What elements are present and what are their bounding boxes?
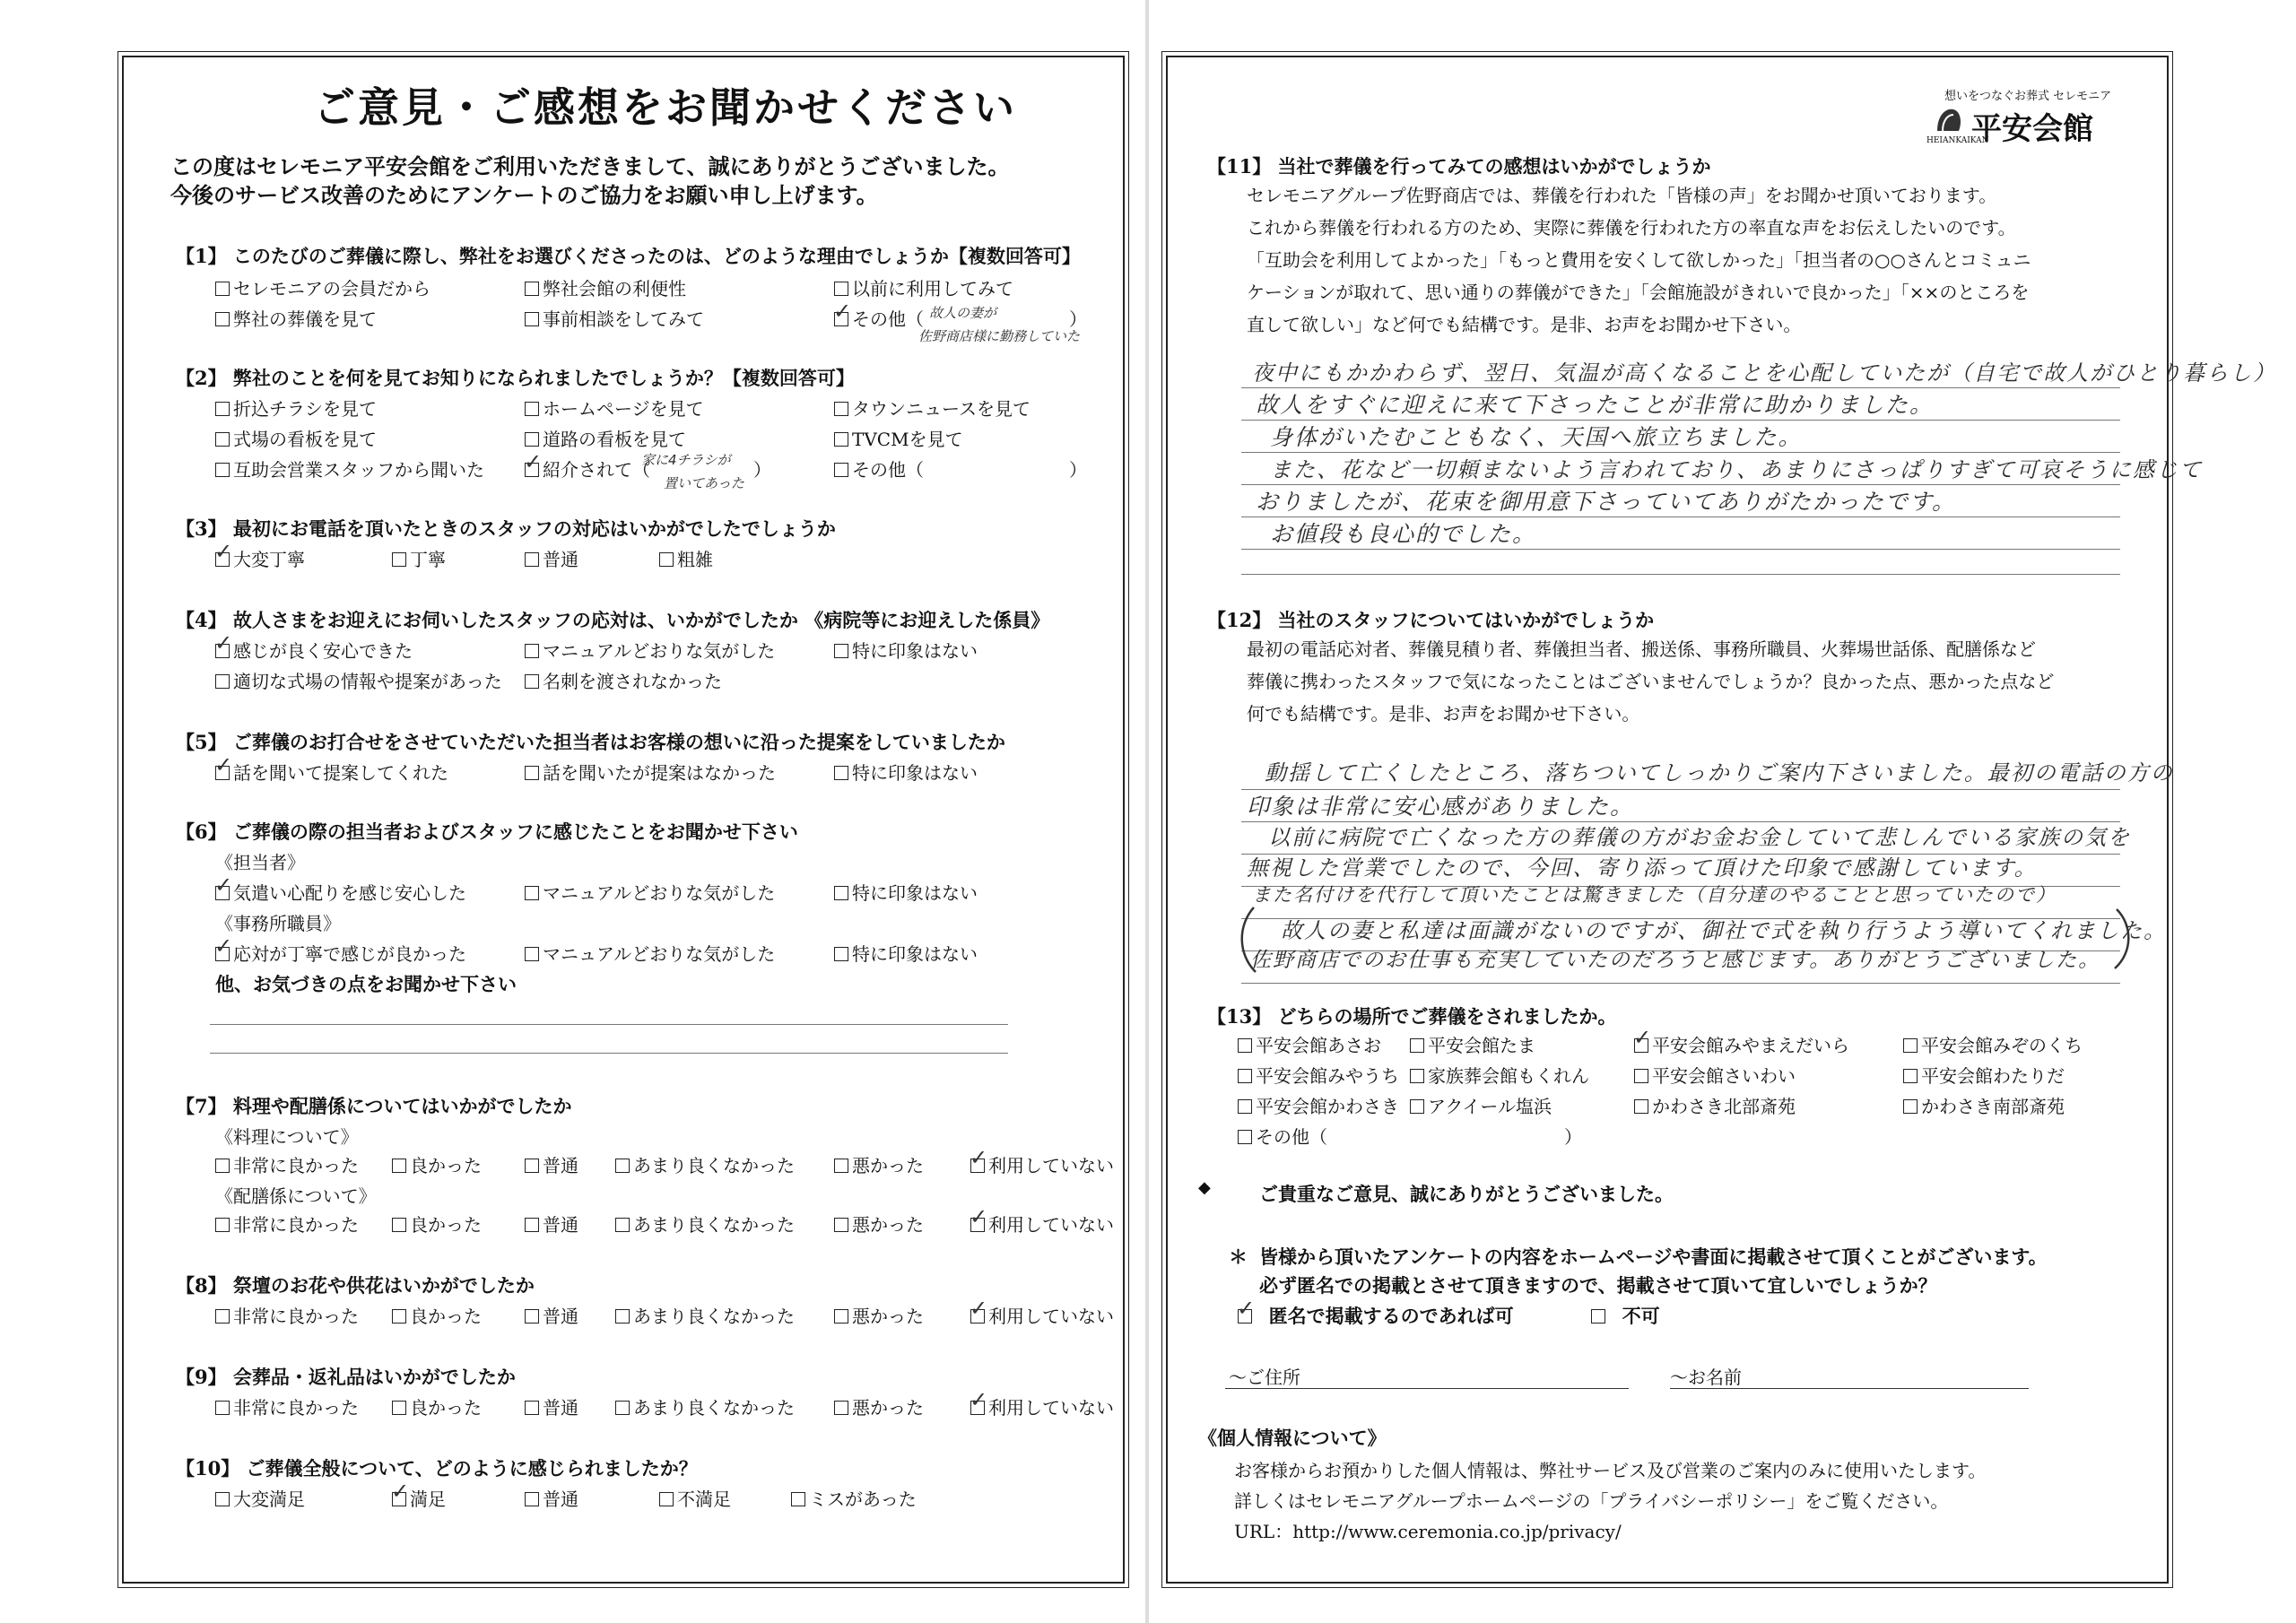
q3-opt-normal[interactable]: 普通 <box>525 545 578 571</box>
asterisk-icon: ＊ <box>1229 1245 1248 1268</box>
checkbox-checked[interactable] <box>970 1401 985 1415</box>
q7-server-opt-5[interactable]: 悪かった <box>834 1211 924 1237</box>
q1-opt-used-before[interactable]: 以前に利用してみて <box>834 274 1013 300</box>
logo-tagline: 想いをつなぐお葬式 セレモニア <box>1944 90 2112 103</box>
q10-opt-1[interactable]: 大変満足 <box>215 1485 305 1511</box>
checkbox[interactable] <box>215 463 230 477</box>
consent-yes[interactable]: ✓ 匿名で掲載するのであれば可 <box>1238 1302 1514 1329</box>
checkbox-checked[interactable] <box>970 1309 985 1324</box>
checkbox[interactable] <box>215 432 230 447</box>
q12-label: 【12】 当社のスタッフについてはいかがでしょうか <box>1207 609 1655 631</box>
checkbox[interactable] <box>392 552 406 567</box>
checkbox[interactable] <box>215 674 230 689</box>
checkbox-checked[interactable] <box>215 886 230 900</box>
checkbox[interactable] <box>215 1309 230 1324</box>
q11-label: 【11】 当社で葬儀を行ってみての感想はいかがでしょうか <box>1207 155 1711 178</box>
q12-body-3: 何でも結構です。是非、お声をお聞かせ下さい。 <box>1247 703 1640 725</box>
page-title: ご意見・ご感想をお聞かせください <box>314 83 1017 132</box>
checkbox[interactable] <box>525 552 539 567</box>
privacy-line-1: お客様からお預かりした個人情報は、弊社サービス及び営業のご案内のみに使用いたします。 <box>1234 1460 1987 1481</box>
q13-opt-other[interactable]: その他（ <box>1238 1123 1327 1149</box>
q4-opt-hall-info[interactable]: 適切な式場の情報や提案があった <box>215 667 502 693</box>
q7-server-opt-4[interactable]: あまり良くなかった <box>615 1211 795 1237</box>
q12-body-2: 葬儀に携わったスタッフで気になったことはございませんでしょうか？良かった点、悪かった点など <box>1247 671 2055 692</box>
q13-opt-hokubu[interactable]: かわさき北部斎苑 <box>1634 1092 1796 1118</box>
checkbox[interactable] <box>525 766 539 780</box>
q4-opt-no-card[interactable]: 名刺を渡されなかった <box>525 667 722 693</box>
checkbox-checked[interactable] <box>215 766 230 780</box>
q13-opt-mokuren[interactable]: 家族葬会館もくれん <box>1410 1062 1589 1088</box>
checkbox-checked[interactable] <box>970 1218 985 1232</box>
q2-opt-tvcm[interactable]: TVCMを見て <box>834 425 963 451</box>
q7-food-opt-6[interactable]: ✓ 利用していない <box>970 1151 1114 1177</box>
checkbox[interactable] <box>1410 1038 1424 1053</box>
q2-label: 【2】 弊社のことを何を見てお知りになられましたでしょうか？【複数回答可】 <box>176 367 855 389</box>
checkbox[interactable] <box>659 1492 674 1506</box>
checkbox-checked[interactable] <box>1634 1038 1648 1053</box>
q2-handwriting-2: 置いてあった <box>664 475 744 491</box>
q12-body-1: 最初の電話応対者、葬儀見積り者、葬儀担当者、搬送係、事務所職員、火葬場世話係、配膳係など <box>1247 638 2036 660</box>
checkbox[interactable] <box>1903 1099 1918 1114</box>
checkbox[interactable] <box>834 766 848 780</box>
q10-opt-5[interactable]: ミスがあった <box>791 1485 917 1511</box>
q10-opt-2[interactable]: ✓ 満足 <box>392 1485 446 1511</box>
q7-server-opt-2[interactable]: 良かった <box>392 1211 482 1237</box>
q7-food-opt-5[interactable]: 悪かった <box>834 1151 924 1177</box>
name-label: 〜お名前 <box>1670 1367 1742 1388</box>
q11-hw-3: 身体がいたむこともなく、天国へ旅立ちました。 <box>1270 424 1803 450</box>
q2-opt-hall-sign[interactable]: 式場の看板を見て <box>215 425 377 451</box>
checkbox[interactable] <box>834 886 848 900</box>
q12-hw-1: 動揺して亡くしたところ、落ちついてしっかりご案内下さいました。最初の電話の方の <box>1265 760 2174 785</box>
q6-office-opt-2[interactable]: マニュアルどおりな気がした <box>525 940 775 966</box>
checkbox[interactable] <box>215 1218 230 1232</box>
q12-hw-2: 印象は非常に安心感がありました。 <box>1247 794 1635 820</box>
q4-label: 【4】 故人さまをお迎えにお伺いしたスタッフの応対は、いかがでしたか 《病院等にお迎えした係員》 <box>176 609 1050 631</box>
q8-opt-5[interactable]: 悪かった <box>834 1302 924 1328</box>
q7-sub-server: 《配膳係について》 <box>215 1185 377 1207</box>
consent-line-1: 皆様から頂いたアンケートの内容をホームページや書面に掲載させて頂くことがございます。 <box>1259 1245 2048 1268</box>
q7-food-opt-3[interactable]: 普通 <box>525 1151 578 1177</box>
q7-food-opt-1[interactable]: 非常に良かった <box>215 1151 359 1177</box>
checkbox[interactable] <box>392 1309 406 1324</box>
q1-opt-member[interactable]: セレモニアの会員だから <box>215 274 430 300</box>
q5-opt-listened[interactable]: ✓話を聞いて提案してくれた <box>215 759 448 785</box>
checkbox[interactable] <box>215 1159 230 1173</box>
checkbox-checked[interactable] <box>215 947 230 961</box>
q1-label: 【1】 このたびのご葬儀に際し、弊社をお選びくださったのは、どのような理由でしょうか【複数回答可】 <box>176 245 1081 267</box>
q3-opt-polite[interactable]: 丁寧 <box>392 545 446 571</box>
q6-write-line-2[interactable] <box>210 1053 1008 1054</box>
q3-opt-rough[interactable]: 粗雑 <box>659 545 713 571</box>
q9-opt-4[interactable]: あまり良くなかった <box>615 1393 795 1419</box>
q5-label: 【5】 ご葬儀のお打合せをさせていただいた担当者はお客様の想いに沿った提案をしていましたか <box>176 731 1005 753</box>
q1-opt-convenience[interactable]: 弊社会館の利便性 <box>525 274 686 300</box>
checkbox[interactable] <box>1634 1069 1648 1083</box>
checkbox[interactable] <box>791 1492 805 1506</box>
q3-label: 【3】 最初にお電話を頂いたときのスタッフの対応はいかがでしたでしょうか <box>176 517 836 540</box>
checkbox[interactable] <box>615 1309 630 1324</box>
q2-opt-homepage[interactable]: ホームページを見て <box>525 395 704 421</box>
q1-opt-other[interactable]: ✓ その他（ <box>834 305 924 331</box>
q1-handwriting-1: 故人の妻が <box>929 305 997 321</box>
checkbox[interactable] <box>1238 1069 1252 1083</box>
checkbox[interactable] <box>215 402 230 416</box>
q11-body-4: ケーションが取れて、思い通りの葬儀ができた」「会館施設がきれいで良かった」「××のところを <box>1247 282 2030 303</box>
checkbox[interactable] <box>525 312 539 326</box>
checkbox[interactable] <box>525 432 539 447</box>
q4-opt-manual[interactable]: マニュアルどおりな気がした <box>525 637 775 663</box>
checkbox[interactable] <box>525 402 539 416</box>
q2-opt-sales-staff[interactable]: 互助会営業スタッフから聞いた <box>215 456 484 482</box>
checkbox[interactable] <box>834 1309 848 1324</box>
privacy-title: 《個人情報について》 <box>1198 1427 1387 1449</box>
q6-staff-opt-3[interactable]: 特に印象はない <box>834 879 978 905</box>
checkbox[interactable] <box>1410 1069 1424 1083</box>
q6-label: 【6】 ご葬儀の際の担当者およびスタッフに感じたことをお聞かせ下さい <box>176 820 798 843</box>
q2-referral-close: ） <box>753 459 771 481</box>
q8-opt-3[interactable]: 普通 <box>525 1302 578 1328</box>
checkbox[interactable] <box>215 282 230 296</box>
intro-line-2: 今後のサービス改善のためにアンケートのご協力をお願い申し上げます。 <box>170 182 878 208</box>
address-field[interactable] <box>1225 1388 1629 1389</box>
checkbox[interactable] <box>834 1401 848 1415</box>
q2-opt-flyer[interactable]: 折込チラシを見て <box>215 395 377 421</box>
checkbox[interactable] <box>525 886 539 900</box>
checkbox[interactable] <box>834 463 848 477</box>
q3-opt-very-polite[interactable]: ✓大変丁寧 <box>215 545 305 571</box>
checkbox[interactable] <box>834 282 848 296</box>
q13-other-close: ） <box>1564 1126 1582 1148</box>
consent-no[interactable]: 不可 <box>1591 1302 1660 1329</box>
q13-opt-wataridai[interactable]: 平安会館わたりだ <box>1903 1062 2065 1088</box>
q1-opt-consult[interactable]: 事前相談をしてみて <box>525 305 704 331</box>
q2-opt-townnews[interactable]: タウンニュースを見て <box>834 395 1031 421</box>
q7-server-opt-3[interactable]: 普通 <box>525 1211 578 1237</box>
q12-hw-3: 以前に病院で亡くなった方の葬儀の方がお金お金していて悲しんでいる家族の気を <box>1268 825 2131 850</box>
q6-other-label: 他、お気づきの点をお聞かせ下さい <box>215 973 517 995</box>
q12-hw-4: 無視した営業でしたので、今回、寄り添って頂けた印象で感謝しています。 <box>1247 855 2038 881</box>
q6-write-line-1[interactable] <box>210 1024 1008 1025</box>
q11-hw-2: 故人をすぐに迎えに来て下さったことが非常に助かりました。 <box>1256 392 1935 418</box>
q13-opt-miyauchi[interactable]: 平安会館みやうち <box>1238 1062 1399 1088</box>
q4-opt-reassured[interactable]: ✓感じが良く安心できた <box>215 637 413 663</box>
checkbox[interactable] <box>834 402 848 416</box>
checkbox[interactable] <box>525 1159 539 1173</box>
q1-opt-saw-funeral[interactable]: 弊社の葬儀を見て <box>215 305 377 331</box>
checkbox[interactable] <box>215 1492 230 1506</box>
q6-office-opt-3[interactable]: 特に印象はない <box>834 940 978 966</box>
q9-opt-2[interactable]: 良かった <box>392 1393 482 1419</box>
q13-opt-kawasaki[interactable]: 平安会館かわさき <box>1238 1092 1399 1118</box>
q7-server-opt-1[interactable]: 非常に良かった <box>215 1211 359 1237</box>
q7-food-opt-4[interactable]: あまり良くなかった <box>615 1151 795 1177</box>
checkbox[interactable] <box>525 1401 539 1415</box>
q2-other-close: ） <box>1069 459 1087 481</box>
q13-label: 【13】 どちらの場所でご葬儀をされましたか。 <box>1207 1005 1617 1028</box>
q11-body-5: 直して欲しい」など何でも結構です。是非、お声をお聞かせ下さい。 <box>1247 314 1802 335</box>
q10-opt-4[interactable]: 不満足 <box>659 1485 731 1511</box>
q2-handwriting-1: 家に4チラシが <box>641 452 731 468</box>
checkbox[interactable] <box>392 1159 406 1173</box>
checkbox[interactable] <box>525 1309 539 1324</box>
q11-hw-4: また、花など一切頼まないよう言われており、あまりにさっぱりすぎて可哀そうに感じて <box>1270 457 2203 482</box>
checkbox[interactable] <box>525 282 539 296</box>
checkbox[interactable] <box>1903 1038 1918 1053</box>
q6-staff-opt-1[interactable]: ✓気遣い心配りを感じ安心した <box>215 879 466 905</box>
name-field[interactable] <box>1670 1388 2029 1389</box>
q13-opt-tama[interactable]: 平安会館たま <box>1410 1031 1535 1057</box>
checkbox[interactable] <box>834 1159 848 1173</box>
checkbox-checked[interactable] <box>525 463 539 477</box>
q11-body-2: これから葬儀を行われる方のため、実際に葬儀を行われた方の率直な声をお伝えしたいのです。 <box>1247 217 2016 239</box>
checkbox[interactable] <box>834 644 848 658</box>
q11-line-7[interactable] <box>1241 574 2120 575</box>
checkbox[interactable] <box>615 1218 630 1232</box>
q6-staff-opt-2[interactable]: マニュアルどおりな気がした <box>525 879 775 905</box>
checkbox[interactable] <box>1410 1099 1424 1114</box>
q13-opt-miyamaedaira[interactable]: ✓ 平安会館みやまえだいら <box>1634 1031 1849 1057</box>
checkbox[interactable] <box>1238 1130 1252 1144</box>
checkbox[interactable] <box>834 432 848 447</box>
q6-office-opt-1[interactable]: ✓応対が丁寧で感じが良かった <box>215 940 466 966</box>
intro-line-1: この度はセレモニア平安会館をご利用いただきまして、誠にありがとうございました。 <box>170 153 1010 179</box>
q9-opt-5[interactable]: 悪かった <box>834 1393 924 1419</box>
checkbox[interactable] <box>215 312 230 326</box>
q10-label: 【10】 ご葬儀全般について、どのように感じられましたか？ <box>176 1457 698 1480</box>
checkbox-checked[interactable] <box>970 1159 985 1173</box>
q9-opt-3[interactable]: 普通 <box>525 1393 578 1419</box>
q11-hw-1: 夜中にもかかわらず、翌日、気温が高くなることを心配していたが（自宅で故人がひとり暮らし） <box>1252 360 2277 386</box>
q12-hw-5: また名付けを代行して頂いたことは驚きました（自分達のやることと思っていたので） <box>1252 884 2057 906</box>
q2-opt-other[interactable]: その他（ <box>834 456 924 482</box>
checkbox[interactable] <box>615 1159 630 1173</box>
q9-label: 【9】 会葬品・返礼品はいかがでしたか <box>176 1366 516 1388</box>
q2-opt-road-sign[interactable]: 道路の看板を見て <box>525 425 686 451</box>
thanks-text: ご貴重なご意見、誠にありがとうございました。 <box>1259 1183 1674 1205</box>
q12-hw-6: 故人の妻と私達は面識がないのですが、御社で式を執り行うよう導いてくれました。 <box>1281 918 2167 943</box>
checkbox[interactable] <box>834 947 848 961</box>
q13-opt-mizonokuchi[interactable]: 平安会館みぞのくち <box>1903 1031 2083 1057</box>
logo-icon <box>1934 106 1964 133</box>
q13-opt-asao[interactable]: 平安会館あさお <box>1238 1031 1381 1057</box>
q5-opt-no-impression[interactable]: 特に印象はない <box>834 759 978 785</box>
address-label: 〜ご住所 <box>1229 1367 1300 1388</box>
checkbox[interactable] <box>1591 1309 1605 1324</box>
q13-opt-acueil[interactable]: アクイール塩浜 <box>1410 1092 1552 1118</box>
q11-hw-5: おりましたが、花束を御用意下さっていてありがたかったです。 <box>1256 489 1957 515</box>
checkbox[interactable] <box>659 552 674 567</box>
privacy-url[interactable]: URL：http://www.ceremonia.co.jp/privacy/ <box>1234 1521 1622 1542</box>
q4-opt-no-impression[interactable]: 特に印象はない <box>834 637 978 663</box>
q11-line-6[interactable] <box>1241 549 2120 550</box>
q8-opt-6[interactable]: ✓ 利用していない <box>970 1302 1114 1328</box>
checkbox[interactable] <box>1634 1099 1648 1114</box>
checkbox[interactable] <box>525 644 539 658</box>
checkbox[interactable] <box>615 1401 630 1415</box>
checkbox[interactable] <box>1238 1038 1252 1053</box>
q7-server-opt-6[interactable]: ✓ 利用していない <box>970 1211 1114 1237</box>
q8-opt-2[interactable]: 良かった <box>392 1302 482 1328</box>
q9-opt-1[interactable]: 非常に良かった <box>215 1393 359 1419</box>
checkbox[interactable] <box>525 947 539 961</box>
q7-food-opt-2[interactable]: 良かった <box>392 1151 482 1177</box>
q11-hw-6: お値段も良心的でした。 <box>1270 521 1537 547</box>
checkbox-checked[interactable] <box>1238 1309 1252 1324</box>
q11-body-1: セレモニアグループ佐野商店では、葬儀を行われた「皆様の声」をお聞かせ頂いております。 <box>1247 185 1997 206</box>
checkbox[interactable] <box>215 1401 230 1415</box>
q8-label: 【8】 祭壇のお花や供花はいかがでしたか <box>176 1274 535 1297</box>
q8-opt-4[interactable]: あまり良くなかった <box>615 1302 795 1328</box>
checkbox[interactable] <box>834 1218 848 1232</box>
q2-opt-referral[interactable]: ✓ 紹介されて（ <box>525 456 650 482</box>
q1-handwriting-2: 佐野商店様に勤務していた <box>918 328 1081 344</box>
diamond-icon: ◆ <box>1198 1178 1211 1197</box>
checkbox-checked[interactable] <box>215 552 230 567</box>
checkbox[interactable] <box>525 1218 539 1232</box>
q9-opt-6[interactable]: ✓ 利用していない <box>970 1393 1114 1419</box>
checkbox-checked[interactable] <box>834 312 848 326</box>
q6-sub-staff: 《担当者》 <box>215 852 305 873</box>
checkbox[interactable] <box>1238 1099 1252 1114</box>
q7-sub-food: 《料理について》 <box>215 1126 359 1148</box>
page-fold <box>1145 0 1149 1623</box>
logo-subtext: HEIANKAIKAN <box>1926 136 1989 145</box>
checkbox[interactable] <box>1903 1069 1918 1083</box>
q11-body-3: 「互助会を利用してよかった」「もっと費用を安くして欲しかった」「担当者の○○さんとコミュニ <box>1247 249 2031 271</box>
privacy-line-2: 詳しくはセレモニアグループホームページの「プライバシーポリシー」をご覧ください。 <box>1234 1490 1949 1512</box>
q12-hw-7: 佐野商店でのお仕事も充実していたのだろうと感じます。ありがとうございました。 <box>1250 949 2101 972</box>
q7-label: 【7】 料理や配膳係についてはいかがでしたか <box>176 1095 572 1117</box>
logo-name: 平安会館 <box>1971 111 2093 147</box>
q13-opt-nanbu[interactable]: かわさき南部斎苑 <box>1903 1092 2065 1118</box>
checkbox[interactable] <box>525 1492 539 1506</box>
q6-sub-office: 《事務所職員》 <box>215 913 341 934</box>
checkbox-checked[interactable] <box>392 1492 406 1506</box>
q13-opt-saiwai[interactable]: 平安会館さいわい <box>1634 1062 1796 1088</box>
consent-line-2: 必ず匿名での掲載とさせて頂きますので、掲載させて頂いて宜しいでしょうか？ <box>1259 1274 1937 1297</box>
q5-opt-no-proposal[interactable]: 話を聞いたが提案はなかった <box>525 759 776 785</box>
checkbox[interactable] <box>392 1218 406 1232</box>
checkbox[interactable] <box>525 674 539 689</box>
checkbox[interactable] <box>392 1401 406 1415</box>
q8-opt-1[interactable]: 非常に良かった <box>215 1302 359 1328</box>
q12-line-7[interactable] <box>1241 983 2120 984</box>
q10-opt-3[interactable]: 普通 <box>525 1485 578 1511</box>
checkbox-checked[interactable] <box>215 644 230 658</box>
q1-close-paren: ） <box>1069 308 1087 330</box>
